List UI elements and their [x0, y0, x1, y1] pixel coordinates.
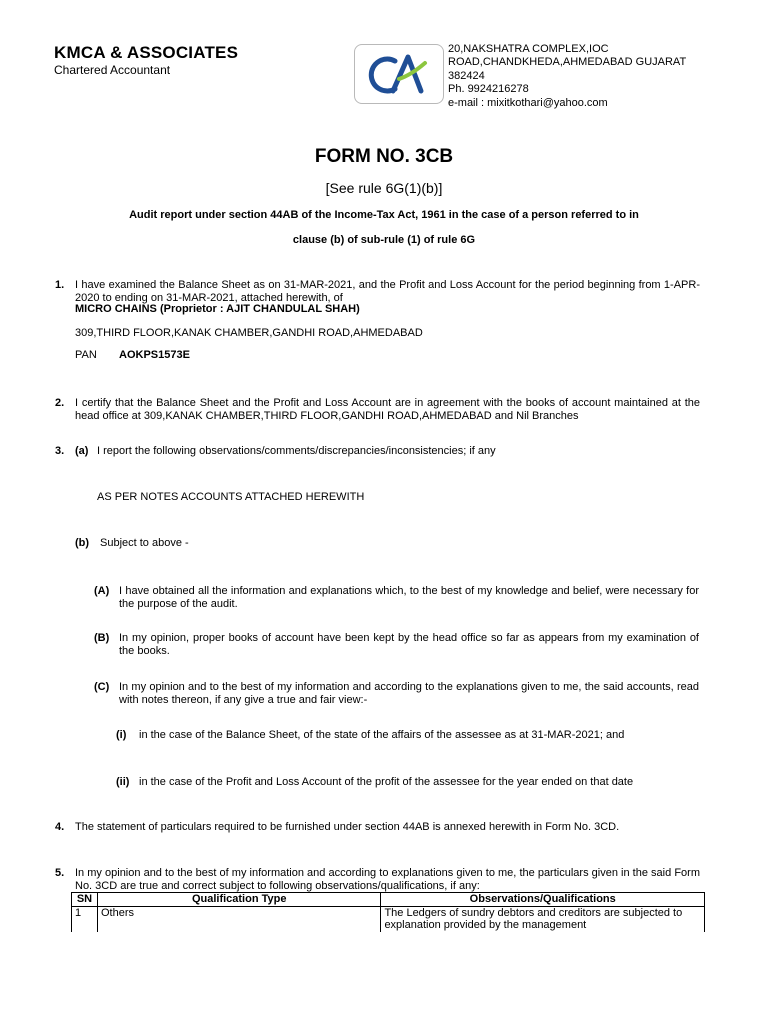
pan-label: PAN — [75, 349, 97, 361]
email-address: e-mail : mixitkothari@yahoo.com — [448, 96, 608, 109]
address-line: ROAD,CHANDKHEDA,AHMEDABAD GUJARAT — [448, 56, 687, 69]
header-qualification-type: Qualification Type — [97, 893, 380, 907]
para-4-number: 4. — [55, 821, 65, 833]
header-sn: SN — [72, 893, 98, 907]
rule-reference: [See rule 6G(1)(b)] — [325, 180, 443, 196]
phone-number: Ph. 9924216278 — [448, 83, 529, 96]
para-3b-text: Subject to above - — [100, 537, 189, 549]
clause-A-label: (A) — [94, 585, 110, 597]
header-observations: Observations/Qualifications — [381, 893, 705, 907]
clause-A-text: I have obtained all the information and explanations which, to the best of my knowledge and belief, were necessary for the purpose of the audit. — [119, 585, 699, 610]
para-3a-label: (a) — [75, 445, 89, 457]
cell-sn: 1 — [72, 906, 98, 932]
notes-reference: AS PER NOTES ACCOUNTS ATTACHED HEREWITH — [97, 491, 365, 503]
address-line: 382424 — [448, 69, 485, 82]
table-header-row — [72, 893, 705, 907]
cell-qualification-type: Others — [97, 906, 380, 932]
para-5-number: 5. — [55, 867, 65, 879]
clause-C-text: In my opinion and to the best of my information and according to the explanations given to me, the said accounts, read with notes thereon, if any give a true and fair view:- — [119, 681, 699, 706]
para-3-number: 3. — [55, 445, 65, 457]
cell-observation: The Ledgers of sundry debtors and creditors are subjected to explanation provided by the management — [381, 906, 705, 932]
firm-address — [448, 43, 686, 110]
entity-name: MICRO CHAINS (Proprietor : AJIT CHANDULAL SHAH) — [75, 303, 360, 315]
subclause-i-label: (i) — [116, 729, 127, 741]
para-1-text: I have examined the Balance Sheet as on 31-MAR-2021, and the Profit and Loss Account for the period beginning from 1-APR-2020 to ending on 31-MAR-2021, attached herewith, of — [75, 279, 700, 304]
clause-B-label: (B) — [94, 632, 110, 644]
subclause-ii-text: in the case of the Profit and Loss Account of the profit of the assessee for the year ended on that date — [139, 776, 634, 788]
para-4-text: The statement of particulars required to be furnished under section 44AB is annexed herewith in Form No. 3CD. — [75, 821, 620, 833]
firm-name: KMCA & ASSOCIATES — [54, 43, 239, 62]
clause-C-label: (C) — [94, 681, 110, 693]
para-1-number: 1. — [55, 279, 65, 291]
qualifications-table — [71, 892, 705, 932]
subclause-ii-label: (ii) — [116, 776, 130, 788]
report-subtitle-line2: clause (b) of sub-rule (1) of rule 6G — [292, 234, 476, 246]
para-2-text: I certify that the Balance Sheet and the Profit and Loss Account are in agreement with the books of account maintained at the head office at 309,KANAK CHAMBER,THIRD FLOOR,GANDHI ROAD,AHMEDABAD and Nil Branches — [75, 397, 700, 422]
clause-B-text: In my opinion, proper books of account have been kept by the head office so far as appears from my examination of the books. — [119, 632, 699, 657]
pan-value: AOKPS1573E — [119, 349, 190, 361]
firm-logo — [354, 44, 444, 104]
entity-address: 309,THIRD FLOOR,KANAK CHAMBER,GANDHI ROAD,AHMEDABAD — [75, 327, 423, 339]
firm-subtitle: Chartered Accountant — [54, 63, 171, 77]
report-subtitle-line1: Audit report under section 44AB of the Income-Tax Act, 1961 in the case of a person referred to in — [129, 209, 639, 221]
ca-logo-icon — [355, 45, 443, 103]
form-title: FORM NO. 3CB — [314, 146, 454, 167]
para-3b-label: (b) — [75, 537, 90, 549]
table-row — [72, 906, 705, 932]
address-line: 20,NAKSHATRA COMPLEX,IOC — [448, 43, 609, 55]
para-3a-text: I report the following observations/comments/discrepancies/inconsistencies; if any — [97, 445, 496, 457]
subclause-i-text: in the case of the Balance Sheet, of the state of the affairs of the assessee as at 31-MAR-2021; and — [139, 729, 625, 741]
para-5-text: In my opinion and to the best of my information and according to explanations given to me, the particulars given in the said Form No. 3CD are true and correct subject to following observations/qualifications, if any: — [75, 867, 700, 892]
para-2-number: 2. — [55, 397, 65, 409]
